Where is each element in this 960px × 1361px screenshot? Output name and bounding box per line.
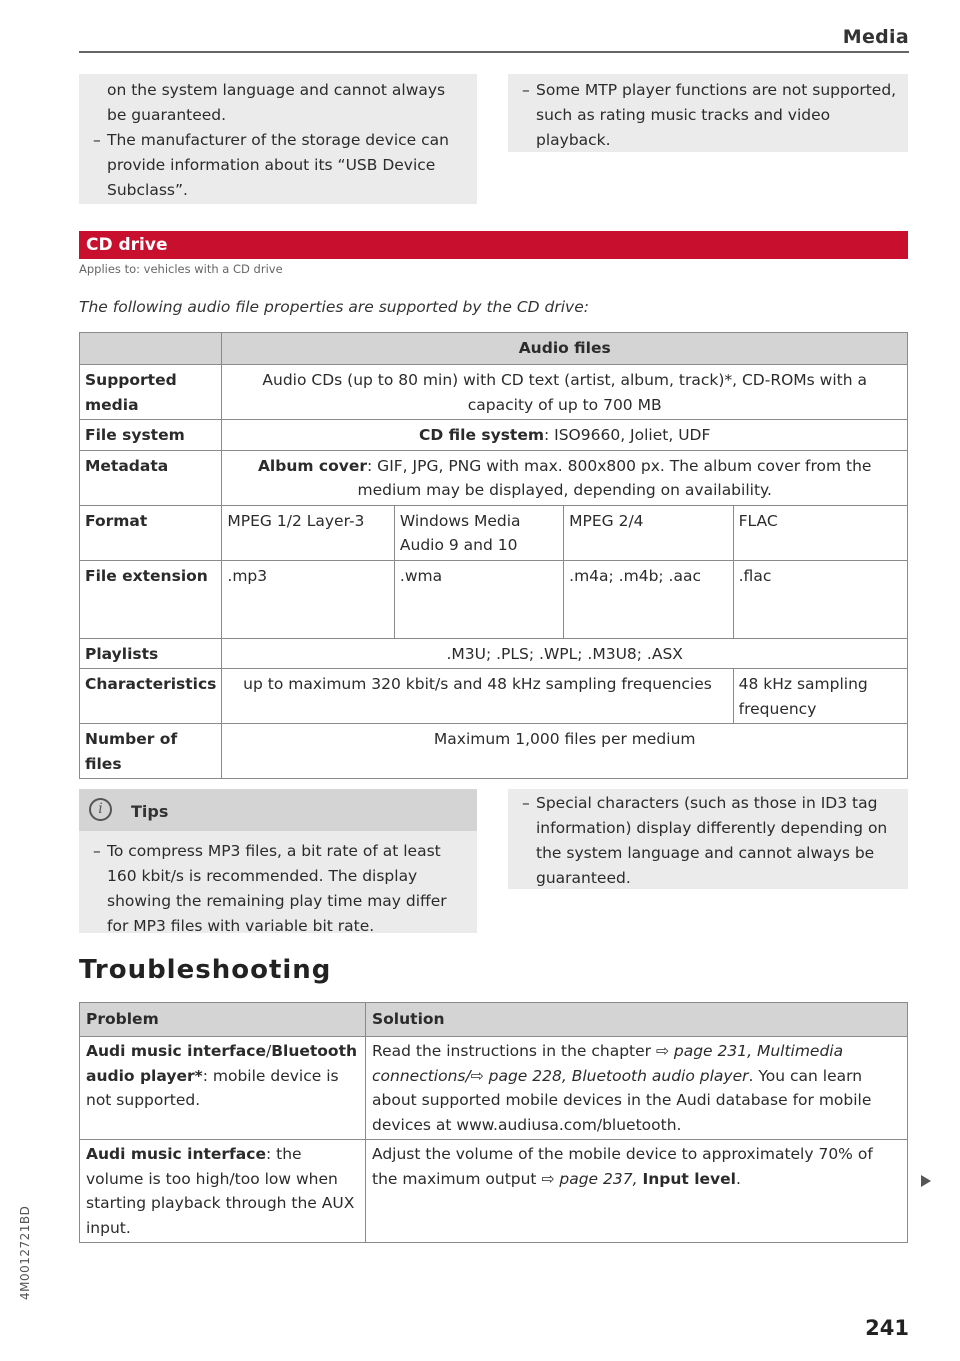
troubleshooting-table [79, 1002, 908, 1243]
problem-bold: Bluetooth audio player [86, 1042, 358, 1085]
row-label: File extension [80, 560, 222, 638]
format-mp3: MPEG 1/2 Layer-3 [222, 505, 394, 560]
tips-header [79, 789, 477, 831]
solution-cell [366, 1140, 908, 1243]
row-value-flac: 48 kHz sampling frequency [733, 669, 907, 724]
extension-flac: .flac [733, 560, 907, 638]
row-label: Number of files [80, 724, 222, 779]
table-row [80, 669, 908, 724]
equipment-star: * [194, 1066, 203, 1085]
note-continuation: on the system language and cannot always be guaranteed. [107, 81, 446, 124]
info-icon: i [89, 798, 112, 821]
problem-cell [80, 1140, 366, 1243]
audio-files-table [79, 332, 908, 779]
table-row [80, 560, 908, 638]
format-wma: Windows Media Audio 9 and 10 [394, 505, 563, 560]
problem-separator: / [265, 1042, 272, 1060]
tips-title: Tips [131, 802, 169, 821]
extension-wma: .wma [394, 560, 563, 638]
row-value-bold: Album cover [257, 456, 368, 475]
solution-cell [366, 1037, 908, 1140]
table-header-row [80, 1003, 908, 1037]
page-reference-link[interactable]: ⇨ page 228, Bluetooth audio player [470, 1066, 749, 1085]
extension-mpeg4: .m4a; .m4b; .aac [564, 560, 733, 638]
problem-bold: Audi music interface [86, 1042, 266, 1060]
table-header-row [80, 333, 908, 365]
problem-text: : mobile device is not supported. [86, 1066, 339, 1109]
note-bullet-text: Some MTP player functions are not supported, such as rating music tracks and video playback. [536, 81, 897, 149]
problem-text: : the volume is too high/too low when starting playback through the AUX input. [86, 1145, 355, 1237]
applies-to: Applies to: vehicles with a CD drive [79, 262, 283, 276]
cd-drive-heading: CD drive [79, 231, 908, 259]
audio-files-header: Audio files [222, 333, 908, 365]
note-bullet [79, 128, 457, 203]
table-row [80, 638, 908, 669]
troubleshooting-title: Troubleshooting [79, 955, 332, 985]
row-value-text: : GIF, JPG, PNG with max. 800x800 px. The album cover from the medium may be displayed, depending on availability. [357, 456, 872, 499]
section-title: Media [842, 26, 909, 48]
row-value: up to maximum 320 kbit/s and 48 kHz sampling frequencies [222, 669, 733, 724]
table-row [80, 365, 908, 420]
row-label: Characteristics [80, 669, 222, 724]
row-value [222, 420, 908, 451]
row-label: File system [80, 420, 222, 451]
format-flac: FLAC [733, 505, 907, 560]
bullet-dash: – [522, 794, 530, 812]
row-label: Format [80, 505, 222, 560]
table-row [80, 505, 908, 560]
solution-text: Adjust the volume of the mobile device to approximately 70% of the maximum output [372, 1145, 873, 1188]
row-value-bold: CD file system [419, 426, 544, 444]
problem-cell [80, 1037, 366, 1140]
solution-column-header: Solution [366, 1003, 908, 1037]
row-value: Maximum 1,000 files per medium [222, 724, 908, 779]
top-right-note [508, 74, 908, 152]
table-row [80, 724, 908, 779]
tips-box [79, 789, 477, 933]
row-label: Metadata [80, 450, 222, 505]
tips-bullet [79, 839, 477, 939]
note-bullet-text: Special characters (such as those in ID3 tag information) display differently depending on the system language and cannot always be guaranteed. [536, 794, 888, 887]
solution-text: Read the instructions in the chapter [372, 1042, 656, 1060]
tips-right-note [508, 789, 908, 889]
solution-bold: Input level [642, 1169, 736, 1188]
table-row [80, 1140, 908, 1243]
note-bullet [508, 78, 898, 153]
bullet-dash: – [93, 131, 101, 149]
continue-arrow-icon [921, 1175, 931, 1187]
problem-column-header: Problem [80, 1003, 366, 1037]
row-value-text: : ISO9660, Joliet, UDF [544, 426, 711, 444]
top-left-note [79, 74, 477, 204]
solution-text: . You can learn about supported mobile devices in the Audi database for mobile devices at www.audiusa.com/bluetooth. [372, 1066, 872, 1134]
row-label: Playlists [80, 638, 222, 669]
tips-bullet-text: To compress MP3 files, a bit rate of at least 160 kbit/s is recommended. The display showing the remaining play time may differ for MP3 files with variable bit rate. [107, 842, 447, 935]
reference-separator: / [465, 1066, 471, 1085]
row-value: .M3U; .PLS; .WPL; .M3U8; .ASX [222, 638, 908, 669]
header-rule [79, 51, 909, 53]
row-label: Supported media [80, 365, 222, 420]
row-value [222, 450, 908, 505]
note-bullet-text: The manufacturer of the storage device can provide information about its “USB Device Subclass”. [107, 131, 449, 199]
note-bullet [508, 791, 896, 891]
page-number: 241 [865, 1316, 909, 1340]
page-reference-link[interactable]: ⇨ page 231, Multimedia connections [372, 1042, 844, 1085]
problem-bold: Audi music interface [86, 1145, 266, 1163]
format-mpeg4: MPEG 2/4 [564, 505, 733, 560]
row-value: Audio CDs (up to 80 min) with CD text (artist, album, track)*, CD-ROMs with a capacity of up to 700 MB [222, 365, 908, 420]
table-row [80, 1037, 908, 1140]
page-reference-link[interactable]: ⇨ page 237, [541, 1169, 638, 1188]
table-row [80, 420, 908, 451]
cd-drive-intro: The following audio file properties are supported by the CD drive: [79, 298, 589, 316]
solution-text: . [735, 1169, 741, 1188]
bullet-dash: – [522, 81, 530, 99]
extension-mp3: .mp3 [222, 560, 394, 638]
bullet-dash: – [93, 842, 101, 860]
header-empty-cell [80, 333, 222, 365]
document-code: 4M0012721BD [18, 1205, 32, 1300]
table-row [80, 450, 908, 505]
